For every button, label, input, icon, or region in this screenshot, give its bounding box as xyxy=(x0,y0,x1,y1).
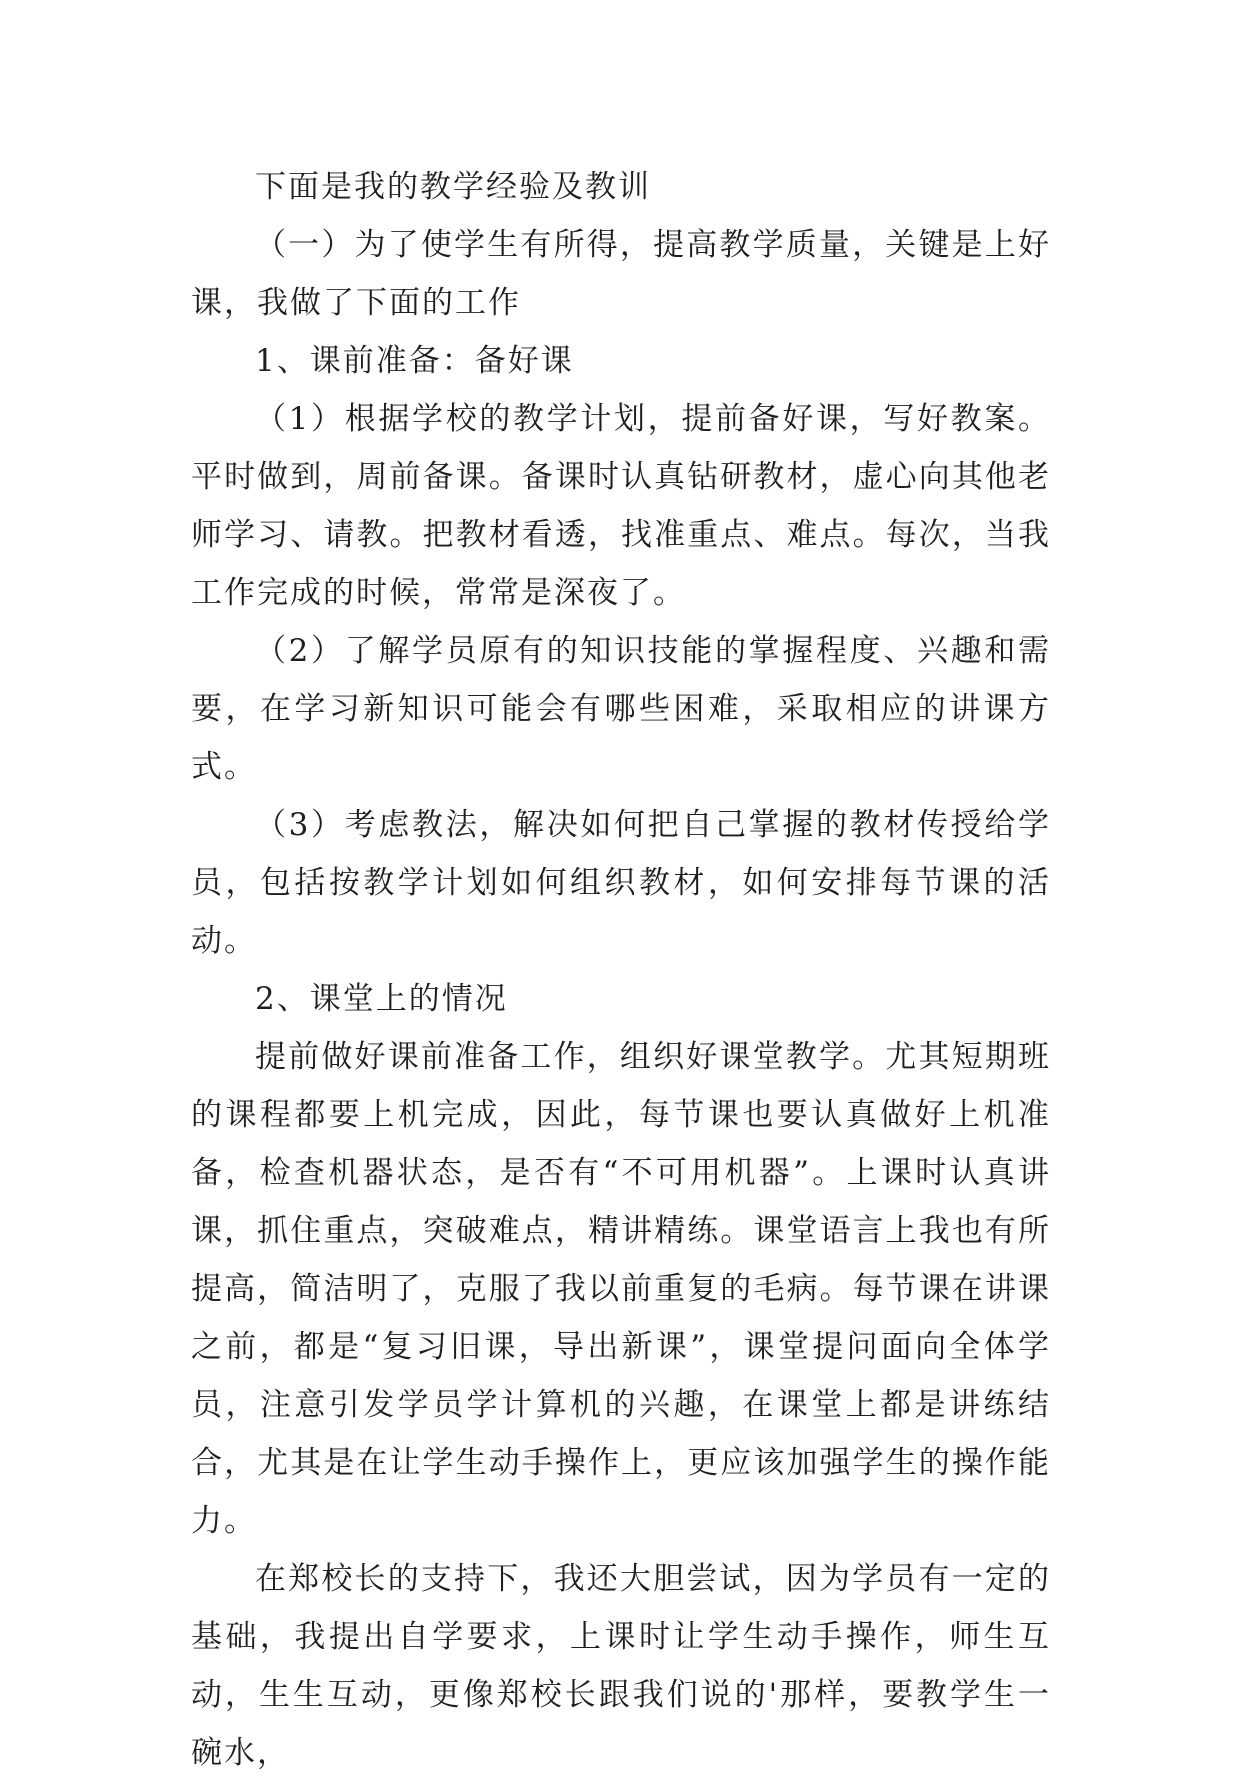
paragraph-prep-point-3: （3）考虑教法，解决如何把自己掌握的教材传授给学员，包括按教学计划如何组织教材，如何安排每节课的活动。 xyxy=(191,807,1051,959)
paragraph-prep-point-1: （1）根据学校的教学计划，提前备好课，写好教案。平时做到，周前备课。备课时认真钻研教材，虚心向其他老师学习、请教。把教材看透，找准重点、难点。每次，当我工作完成的时候，常常是深夜了。 xyxy=(191,401,1051,611)
paragraph-classroom-body: 提前做好课前准备工作，组织好课堂教学。尤其短期班的课程都要上机完成，因此，每节课也要认真做好上机准备，检查机器状态，是否有“不可用机器”。上课时认真讲课，抓住重点，突破难点，精讲精练。课堂语言上我也有所提高，简洁明了，克服了我以前重复的毛病。每节课在讲课之前，都是“复习旧课，导出新课”，课堂提问面向全体学员，注意引发学员学计算机的兴趣，在课堂上都是讲练结合，尤其是在让学生动手操作上，更应该加强学生的操作能力。 xyxy=(191,1039,1051,1539)
paragraph-section-one-heading: （一）为了使学生有所得，提高教学质量，关键是上好课，我做了下面的工作 xyxy=(191,227,1051,321)
paragraph-classroom-heading: 2、课堂上的情况 xyxy=(255,981,508,1017)
paragraph-principal-support: 在郑校长的支持下，我还大胆尝试，因为学员有一定的基础，我提出自学要求，上课时让学生动手操作，师生互动，生生互动，更像郑校长跟我们说的'那样，要教学生一碗水， xyxy=(191,1561,1051,1771)
paragraph-lesson-prep-heading: 1、课前准备：备好课 xyxy=(255,343,574,379)
document-body xyxy=(191,158,1051,1782)
paragraph-prep-point-2: （2）了解学员原有的知识技能的掌握程度、兴趣和需要，在学习新知识可能会有哪些困难，采取相应的讲课方式。 xyxy=(191,633,1051,785)
paragraph-intro: 下面是我的教学经验及教训 xyxy=(255,169,651,205)
